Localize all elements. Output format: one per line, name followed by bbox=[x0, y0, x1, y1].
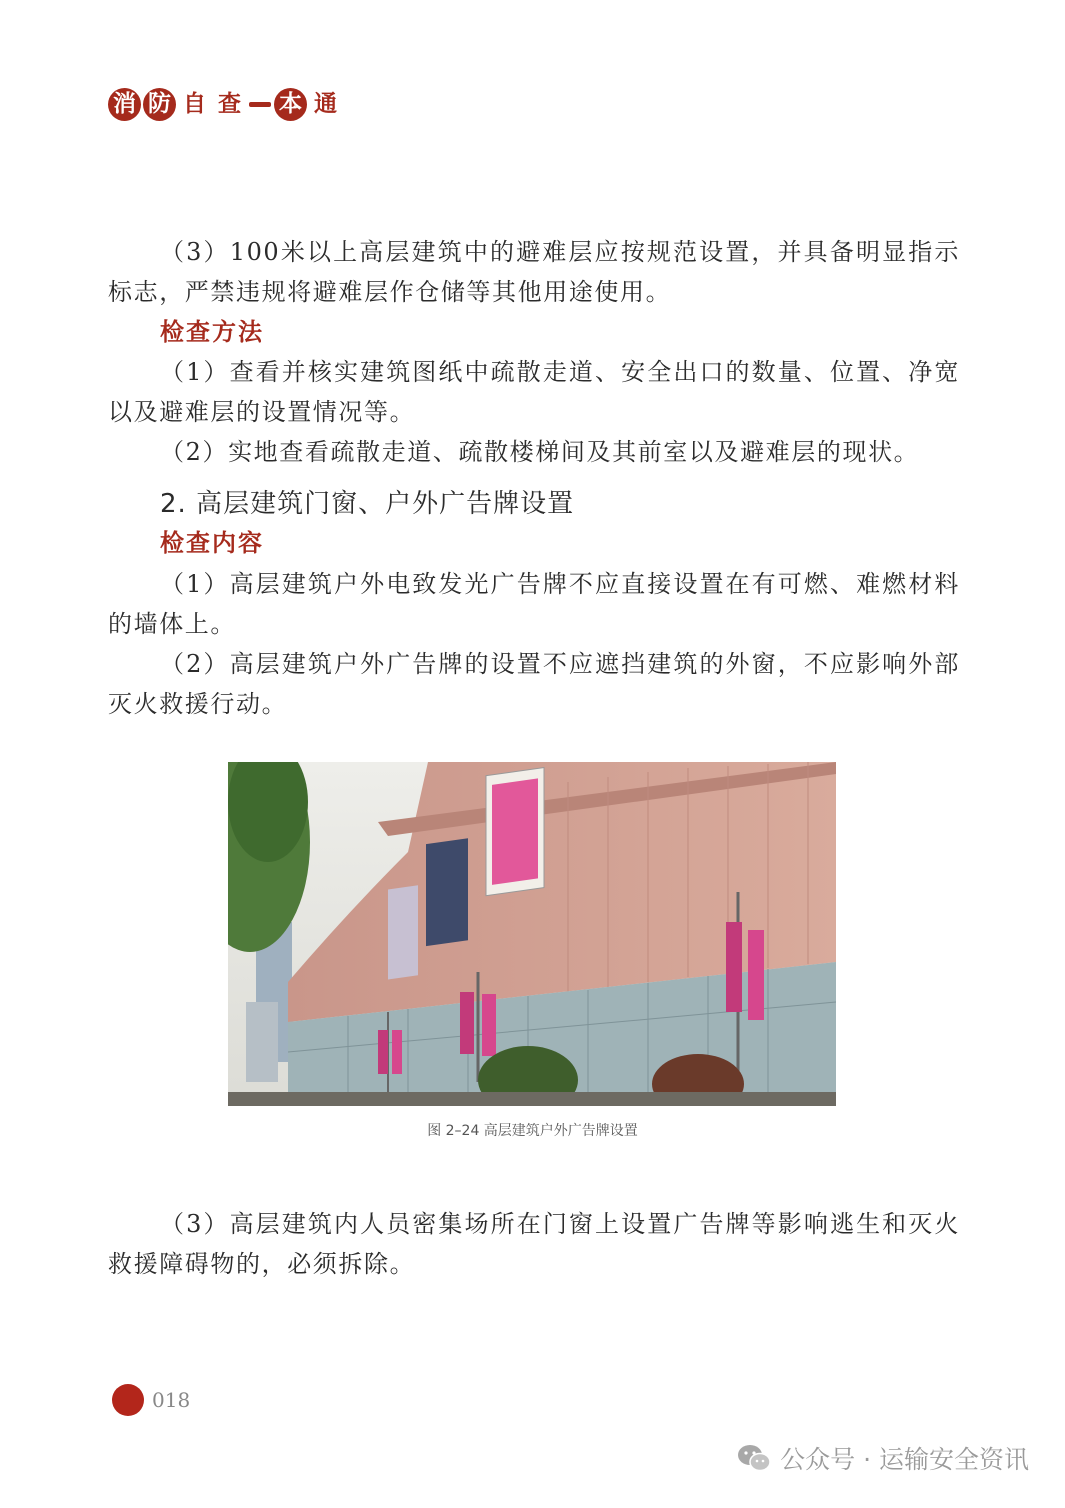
book-series-logo bbox=[108, 88, 342, 121]
logo-char: 本 bbox=[274, 88, 307, 121]
paragraph-billboard-wall: （1）高层建筑户外电致发光广告牌不应直接设置在有可燃、难燃材料的墙体上。 bbox=[108, 570, 960, 638]
wechat-icon bbox=[736, 1443, 772, 1473]
page-number-block bbox=[112, 1384, 190, 1416]
section-heading: 2. 高层建筑门窗、户外广告牌设置 bbox=[160, 489, 575, 519]
wechat-watermark bbox=[736, 1440, 1029, 1476]
logo-char: 防 bbox=[143, 88, 176, 121]
page-number: 018 bbox=[152, 1388, 191, 1412]
logo-char: 消 bbox=[108, 88, 141, 121]
watermark-text: 公众号 · 运输安全资讯 bbox=[780, 1445, 1029, 1474]
figure-photo-billboards bbox=[228, 762, 836, 1106]
logo-char: 查 bbox=[218, 91, 241, 117]
logo-dash bbox=[249, 102, 271, 107]
subheading-inspection-method: 检查方法 bbox=[160, 318, 264, 346]
figure-caption: 图 2–24 高层建筑户外广告牌设置 bbox=[427, 1123, 638, 1139]
paragraph-check-drawings: （1）查看并核实建筑图纸中疏散走道、安全出口的数量、位置、净宽以及避难层的设置情况等。 bbox=[108, 358, 960, 426]
logo-char: 通 bbox=[314, 91, 337, 117]
logo-char: 自 bbox=[183, 91, 206, 117]
paragraph-site-check: （2）实地查看疏散走道、疏散楼梯间及其前室以及避难层的现状。 bbox=[160, 438, 920, 466]
subheading-inspection-content: 检查内容 bbox=[160, 529, 264, 557]
page-number-dot bbox=[112, 1384, 144, 1416]
paragraph-refuge-floor: （3）100米以上高层建筑中的避难层应按规范设置，并具备明显指示标志，严禁违规将避难层作仓储等其他用途使用。 bbox=[108, 238, 960, 306]
paragraph-remove-obstacles: （3）高层建筑内人员密集场所在门窗上设置广告牌等影响逃生和灭火救援障碍物的，必须拆除。 bbox=[108, 1210, 960, 1278]
paragraph-billboard-windows: （2）高层建筑户外广告牌的设置不应遮挡建筑的外窗，不应影响外部灭火救援行动。 bbox=[108, 650, 960, 718]
